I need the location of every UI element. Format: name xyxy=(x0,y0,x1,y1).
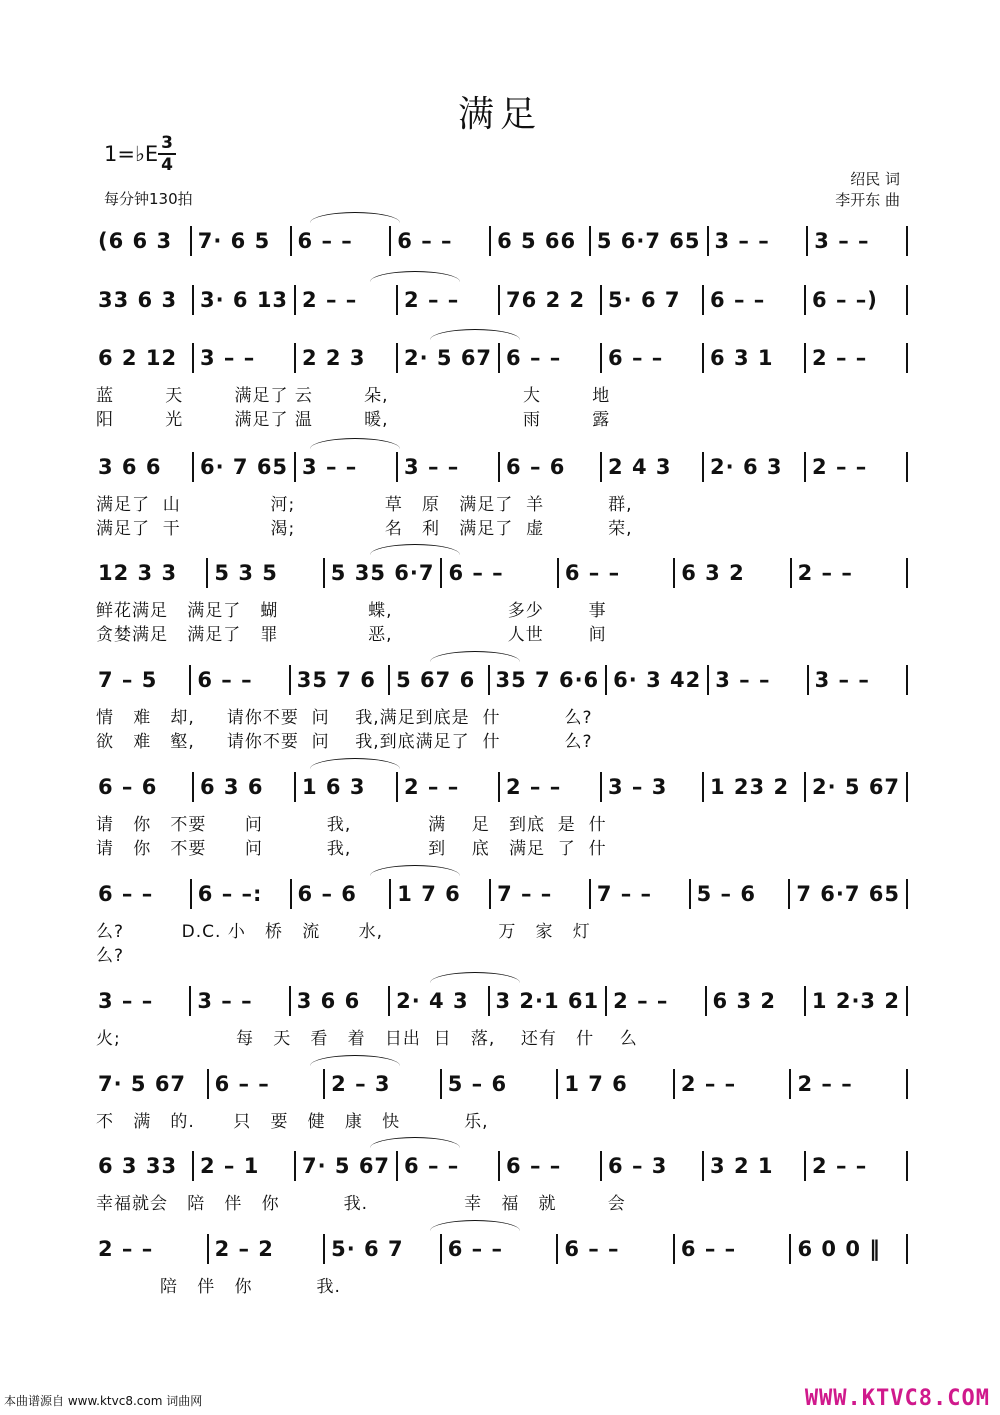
footer-watermark: WWW.KTVC8.COM xyxy=(804,1386,990,1411)
measure: 2 – – xyxy=(806,452,908,482)
measure: 7· 5 67 xyxy=(296,1151,398,1181)
measure: 6 – – xyxy=(704,285,806,315)
measure: 6 – – xyxy=(292,226,392,256)
measure: 2 – – xyxy=(675,1069,792,1099)
measure: 6 3 1 xyxy=(704,343,806,373)
measure: 3· 6 13 xyxy=(194,285,296,315)
measure: 76 2 2 xyxy=(500,285,602,315)
music-line xyxy=(96,343,908,373)
measure: 6 0 0 ‖ xyxy=(791,1234,908,1264)
slur-mark xyxy=(370,865,460,876)
measure: 5 3 5 xyxy=(208,558,324,588)
measure: 3 – – xyxy=(96,986,191,1016)
measure: 7 – 5 xyxy=(96,665,191,695)
lyricist-credit: 绍民 词 xyxy=(850,170,900,188)
lyric-line: 陪 伴 你 我. xyxy=(96,1277,341,1297)
measure: 7 6·7 65 xyxy=(790,879,908,909)
slur-mark xyxy=(430,972,520,983)
slur-mark xyxy=(430,1220,520,1231)
slur-mark xyxy=(310,758,400,769)
measure: 6 – –) xyxy=(806,285,908,315)
lyric-line: 不 满 的. 只 要 健 康 快 乐, xyxy=(96,1112,489,1132)
measure: 2 – 1 xyxy=(194,1151,296,1181)
measure: 2 – – xyxy=(792,558,908,588)
measure: 35 7 6·6 xyxy=(490,665,608,695)
slur-mark xyxy=(370,271,460,282)
slur-mark xyxy=(310,212,400,223)
measure: 33 6 3 xyxy=(96,285,194,315)
measure: 2 – – xyxy=(398,285,500,315)
measure: 7· 5 67 xyxy=(96,1069,209,1099)
measure: 7 – – xyxy=(491,879,591,909)
measure: 6 – – xyxy=(442,558,558,588)
lyric-line: 蓝 天 满足了 云 朵, 大 地 xyxy=(96,386,611,406)
page-title: 满足 xyxy=(457,94,542,135)
measure: 2 2 3 xyxy=(296,343,398,373)
measure: 3 – – xyxy=(709,665,808,695)
measure: 2 – 3 xyxy=(325,1069,442,1099)
measure: 6 2 12 xyxy=(96,343,194,373)
measure: 2· 4 3 xyxy=(390,986,489,1016)
music-line xyxy=(96,558,908,588)
measure: (6 6 3 xyxy=(96,226,192,256)
lyric-line: 请 你 不要 问 我, 满 足 到底 是 什 xyxy=(96,815,607,835)
slur-mark xyxy=(430,651,520,662)
measure: 6 3 2 xyxy=(707,986,806,1016)
lyric-line: 欲 难 壑, 请你不要 问 我,到底满足了 什 么? xyxy=(96,732,593,752)
composer-credit: 李开东 曲 xyxy=(835,191,900,209)
measure: 2 – – xyxy=(398,772,500,802)
measure: 6· 3 42 xyxy=(607,665,709,695)
measure: 6 – – xyxy=(558,1234,675,1264)
measure: 6 – – xyxy=(500,343,602,373)
measure: 3 6 6 xyxy=(291,986,390,1016)
measure: 1 6 3 xyxy=(296,772,398,802)
footer-source: 本曲谱源自 www.ktvc8.com 词曲网 xyxy=(4,1394,203,1408)
measure: 6 – – xyxy=(500,1151,602,1181)
measure: 2· 5 67 xyxy=(398,343,500,373)
measure: 3 – – xyxy=(296,452,398,482)
measure: 2 – – xyxy=(806,1151,908,1181)
tempo-marking: 每分钟130拍 xyxy=(104,190,193,208)
lyric-line: 幸福就会 陪 伴 你 我. 幸 福 就 会 xyxy=(96,1194,626,1214)
slur-mark xyxy=(310,438,400,449)
measure: 5 – 6 xyxy=(691,879,791,909)
measure: 5 – 6 xyxy=(442,1069,559,1099)
measure: 6 5 66 xyxy=(491,226,591,256)
measure: 2 – – xyxy=(296,285,398,315)
measure: 6 3 2 xyxy=(675,558,791,588)
measure: 6 – – xyxy=(96,879,192,909)
time-signature-bottom: 4 xyxy=(161,155,173,175)
measure: 12 3 3 xyxy=(96,558,208,588)
measure: 6 – – xyxy=(398,1151,500,1181)
measure: 5· 6 7 xyxy=(602,285,704,315)
time-signature-top: 3 xyxy=(158,133,176,155)
lyric-line: 情 难 却, 请你不要 问 我,满足到底是 什 么? xyxy=(96,708,593,728)
measure: 6 – – xyxy=(602,343,704,373)
lyric-line: 请 你 不要 问 我, 到 底 满足 了 什 xyxy=(96,839,607,859)
lyric-line: 么? D.C. 小 桥 流 水, 万 家 灯 xyxy=(96,922,591,942)
measure: 6 – 3 xyxy=(602,1151,704,1181)
measure: 6 – 6 xyxy=(292,879,392,909)
measure: 2· 5 67 xyxy=(806,772,908,802)
measure: 6 3 33 xyxy=(96,1151,194,1181)
measure: 2 – – xyxy=(607,986,706,1016)
measure: 3 2 1 xyxy=(704,1151,806,1181)
measure: 2 4 3 xyxy=(602,452,704,482)
measure: 3 – – xyxy=(191,986,290,1016)
music-line xyxy=(96,1069,908,1099)
lyric-line: 满足了 干 渴; 名 利 满足了 虚 荣, xyxy=(96,519,633,539)
lyric-line: 阳 光 满足了 温 暖, 雨 露 xyxy=(96,410,611,430)
music-line xyxy=(96,879,908,909)
measure: 6 3 6 xyxy=(194,772,296,802)
measure: 6 – – xyxy=(442,1234,559,1264)
measure: 1 7 6 xyxy=(558,1069,675,1099)
measure: 3 – – xyxy=(709,226,809,256)
measure: 6 – 6 xyxy=(96,772,194,802)
key-signature: 1=♭E xyxy=(104,142,159,166)
measure: 2 – – xyxy=(806,343,908,373)
measure: 6 – 6 xyxy=(500,452,602,482)
measure: 2 – – xyxy=(96,1234,209,1264)
music-line xyxy=(96,226,908,256)
measure: 6· 7 65 xyxy=(194,452,296,482)
measure: 3 – 3 xyxy=(602,772,704,802)
measure: 35 7 6 xyxy=(291,665,390,695)
measure: 5 35 6·7 xyxy=(325,558,443,588)
lyric-line: 么? xyxy=(96,946,125,966)
measure: 6 – – xyxy=(191,665,290,695)
measure: 2 – 2 xyxy=(209,1234,326,1264)
music-line xyxy=(96,1234,908,1264)
measure: 7 – – xyxy=(591,879,691,909)
measure: 3 – – xyxy=(194,343,296,373)
slur-mark xyxy=(370,544,460,555)
measure: 6 – –: xyxy=(192,879,292,909)
measure: 3 2·1 61 xyxy=(490,986,608,1016)
music-line xyxy=(96,772,908,802)
slur-mark xyxy=(430,329,520,340)
measure: 6 – – xyxy=(391,226,491,256)
lyric-line: 火; 每 天 看 着 日出 日 落, 还有 什 么 xyxy=(96,1029,638,1049)
music-line xyxy=(96,986,908,1016)
lyric-line: 满足了 山 河; 草 原 满足了 羊 群, xyxy=(96,495,633,515)
measure: 6 – – xyxy=(559,558,675,588)
slur-mark xyxy=(310,1055,400,1066)
measure: 6 – – xyxy=(209,1069,326,1099)
measure: 5 6·7 65 xyxy=(591,226,709,256)
measure: 6 – – xyxy=(675,1234,792,1264)
measure: 5· 6 7 xyxy=(325,1234,442,1264)
measure: 2· 6 3 xyxy=(704,452,806,482)
time-signature xyxy=(158,133,176,175)
music-line xyxy=(96,665,908,695)
lyric-line: 鲜花满足 满足了 蝴 蝶, 多少 事 xyxy=(96,601,607,621)
measure: 1 23 2 xyxy=(704,772,806,802)
measure: 2 – – xyxy=(500,772,602,802)
music-line xyxy=(96,1151,908,1181)
lyric-line: 贪婪满足 满足了 罪 恶, 人世 间 xyxy=(96,625,607,645)
measure: 7· 6 5 xyxy=(192,226,292,256)
measure: 1 7 6 xyxy=(391,879,491,909)
measure: 2 – – xyxy=(791,1069,908,1099)
measure: 5 67 6 xyxy=(390,665,489,695)
measure: 3 – – xyxy=(398,452,500,482)
music-line xyxy=(96,452,908,482)
measure: 1 2·3 2 xyxy=(806,986,908,1016)
measure: 3 – – xyxy=(808,226,908,256)
music-line xyxy=(96,285,908,315)
measure: 3 6 6 xyxy=(96,452,194,482)
slur-mark xyxy=(370,1137,460,1148)
measure: 3 – – xyxy=(809,665,908,695)
